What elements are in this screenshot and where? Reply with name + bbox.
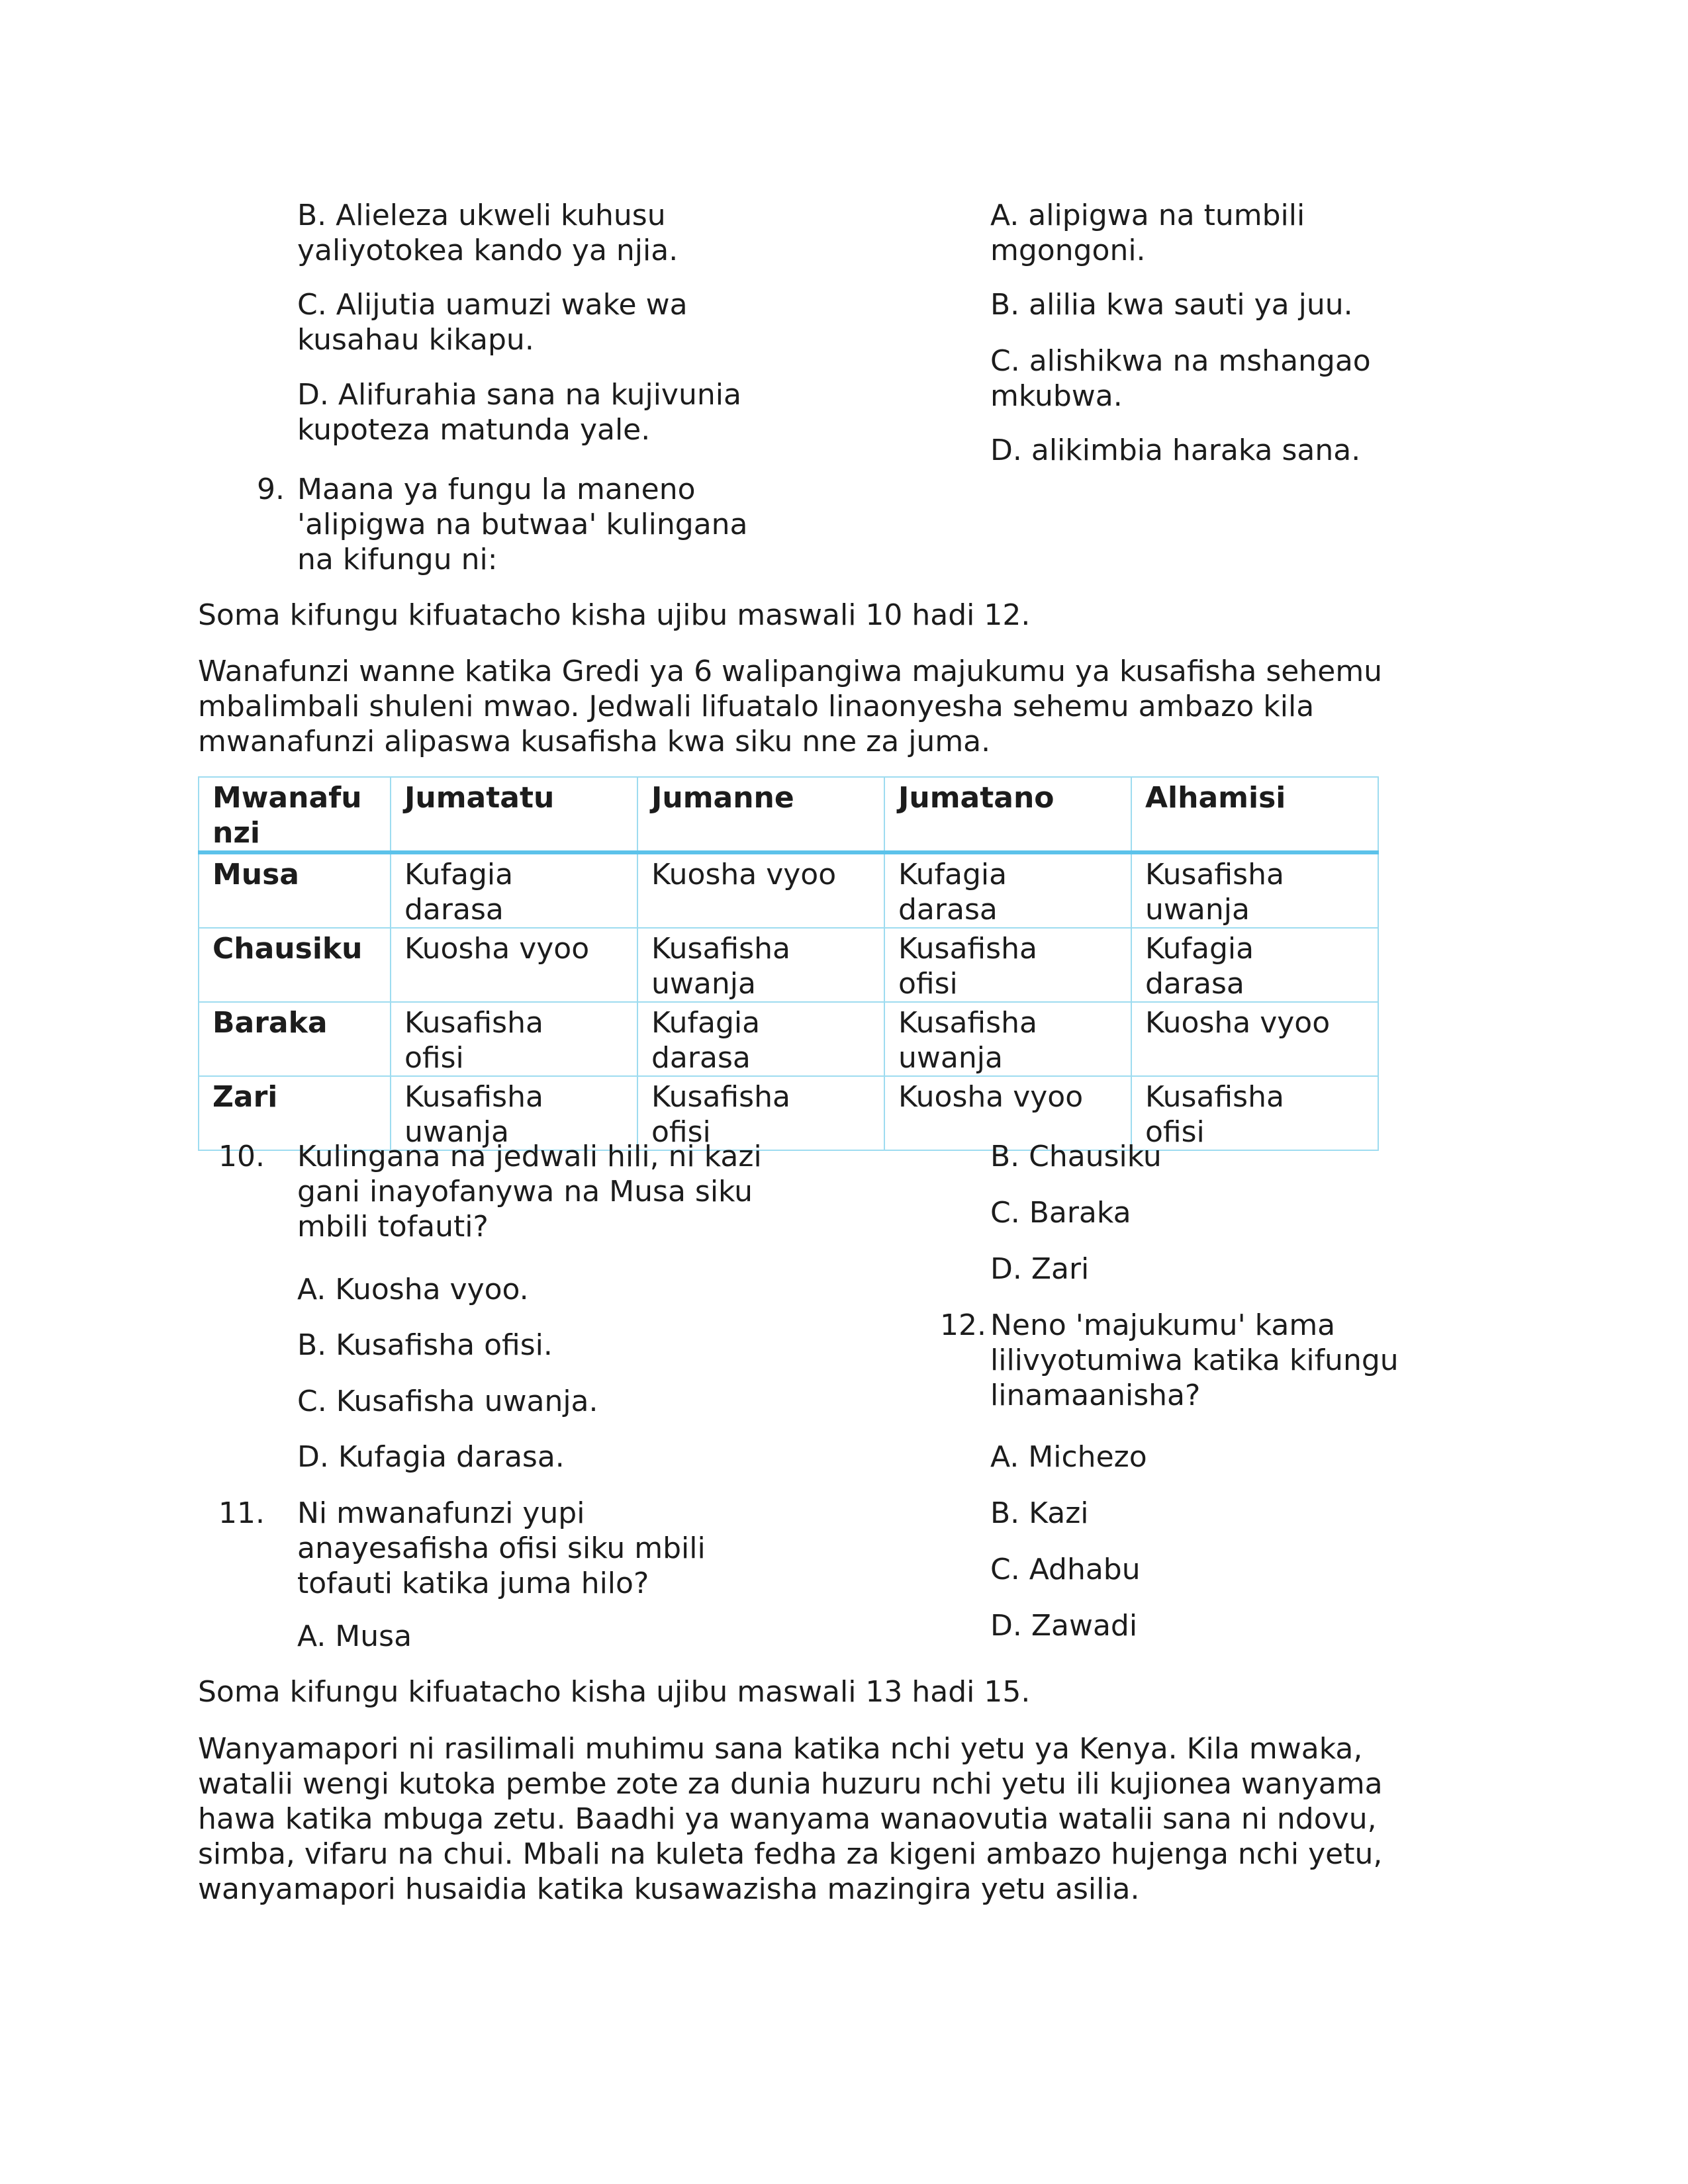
- passage-chores-line1: Wanafunzi wanne katika Gredi ya 6 walipangiwa majukumu ya kusafisha sehemu: [198, 655, 1383, 688]
- q12-text-line1: Neno 'majukumu' kama: [990, 1308, 1336, 1342]
- q8-option-c-line1: C. Alijutia uamuzi wake wa: [297, 288, 688, 322]
- q9-option-a-line1: A. alipigwa na tumbili: [990, 199, 1305, 232]
- table-cell: Kusafisha ofisi: [637, 1076, 884, 1150]
- q10-option-a: A. Kuosha vyoo.: [297, 1273, 529, 1306]
- q10-text: [297, 1139, 762, 1244]
- table-cell: Kuosha vyoo: [1131, 1002, 1378, 1076]
- header-tuesday: Jumanne: [637, 777, 884, 852]
- q8-option-d: [297, 377, 741, 447]
- table-cell: Kusafisha ofisi: [884, 928, 1131, 1002]
- q11-text: [297, 1496, 706, 1601]
- header-monday: Jumatatu: [391, 777, 637, 852]
- passage-chores-line2: mbalimbali shuleni mwao. Jedwali lifuatalo linaonyesha sehemu ambazo kila: [198, 690, 1315, 723]
- q10-option-d: D. Kufagia darasa.: [297, 1440, 565, 1474]
- q10-text-line3: mbili tofauti?: [297, 1210, 489, 1244]
- q11-option-d: D. Zari: [990, 1252, 1090, 1286]
- table-cell: Kusafisha ofisi: [391, 1002, 637, 1076]
- header-wednesday: Jumatano: [884, 777, 1131, 852]
- q8-option-c-line2: kusahau kikapu.: [297, 323, 534, 357]
- table-cell: Kusafisha uwanja: [884, 1002, 1131, 1076]
- q12-number: 12.: [940, 1308, 986, 1342]
- passage-wildlife: [198, 1731, 1469, 1907]
- q12-text: [990, 1308, 1399, 1413]
- table-row: [199, 1002, 1378, 1076]
- q8-option-b-line2: yaliyotokea kando ya njia.: [297, 234, 679, 267]
- q9-option-d: D. alikimbia haraka sana.: [990, 433, 1361, 467]
- student-name: Baraka: [199, 1002, 391, 1076]
- table-cell: Kusafisha uwanja: [391, 1076, 637, 1150]
- passage-chores: [198, 654, 1469, 759]
- q11-text-line1: Ni mwanafunzi yupi: [297, 1496, 585, 1530]
- q9-option-c: [990, 343, 1371, 414]
- q9-number: 9.: [257, 473, 285, 506]
- q10-text-line2: gani inayofanywa na Musa siku: [297, 1175, 753, 1208]
- q12-option-d: D. Zawadi: [990, 1609, 1138, 1643]
- passage-wildlife-line1: Wanyamapori ni rasilimali muhimu sana katika nchi yetu ya Kenya. Kila mwaka,: [198, 1732, 1363, 1766]
- q11-number: 11.: [218, 1496, 265, 1530]
- student-name: Chausiku: [199, 928, 391, 1002]
- chores-table: [198, 776, 1379, 1151]
- q9-option-c-line2: mkubwa.: [990, 379, 1123, 413]
- q9-option-c-line1: C. alishikwa na mshangao: [990, 344, 1371, 378]
- instruction-questions-10-12: Soma kifungu kifuatacho kisha ujibu maswali 10 hadi 12.: [198, 598, 1031, 632]
- table-cell: Kusafisha ofisi: [1131, 1076, 1378, 1150]
- q9-option-b: B. alilia kwa sauti ya juu.: [990, 288, 1353, 322]
- table-cell: Kuosha vyoo: [637, 852, 884, 928]
- q11-option-c: C. Baraka: [990, 1196, 1131, 1230]
- q12-text-line2: lilivyotumiwa katika kifungu: [990, 1343, 1399, 1377]
- passage-wildlife-line4: simba, vifaru na chui. Mbali na kuleta fedha za kigeni ambazo hujenga nchi yetu,: [198, 1837, 1383, 1871]
- table-cell: Kuosha vyoo: [884, 1076, 1131, 1150]
- table-row: [199, 928, 1378, 1002]
- q9-text-line2: 'alipigwa na butwaa' kulingana: [297, 508, 748, 541]
- table-cell: Kufagia darasa: [391, 852, 637, 928]
- table-header-row: [199, 777, 1378, 852]
- q10-option-b: B. Kusafisha ofisi.: [297, 1328, 553, 1362]
- q8-option-c: [297, 287, 688, 357]
- q8-option-b-line1: B. Alieleza ukweli kuhusu: [297, 199, 666, 232]
- q10-number: 10.: [218, 1140, 265, 1173]
- q12-option-a: A. Michezo: [990, 1440, 1147, 1474]
- passage-wildlife-line2: watalii wengi kutoka pembe zote za dunia huzuru nchi yetu ili kujionea wanyama: [198, 1767, 1383, 1801]
- q8-option-d-line1: D. Alifurahia sana na kujivunia: [297, 378, 741, 412]
- q11-option-a: A. Musa: [297, 1619, 412, 1653]
- table-cell: Kufagia darasa: [637, 1002, 884, 1076]
- student-name: Musa: [199, 852, 391, 928]
- table-cell: Kusafisha uwanja: [1131, 852, 1378, 928]
- q8-option-b: [297, 198, 678, 268]
- q9-option-a-line2: mgongoni.: [990, 234, 1146, 267]
- table-row: [199, 852, 1378, 928]
- q9-text-line3: na kifungu ni:: [297, 543, 498, 576]
- q11-text-line3: tofauti katika juma hilo?: [297, 1567, 649, 1600]
- table-cell: Kusafisha uwanja: [637, 928, 884, 1002]
- q12-text-line3: linamaanisha?: [990, 1379, 1201, 1412]
- table-cell: Kufagia darasa: [884, 852, 1131, 928]
- q10-text-line1: Kulingana na jedwali hili, ni kazi: [297, 1140, 762, 1173]
- q9-text-line1: Maana ya fungu la maneno: [297, 473, 696, 506]
- student-name: Zari: [199, 1076, 391, 1150]
- table-cell: Kuosha vyoo: [391, 928, 637, 1002]
- q12-option-b: B. Kazi: [990, 1496, 1089, 1530]
- table-cell: Kufagia darasa: [1131, 928, 1378, 1002]
- header-thursday: Alhamisi: [1131, 777, 1378, 852]
- q11-text-line2: anayesafisha ofisi siku mbili: [297, 1531, 706, 1565]
- q8-option-d-line2: kupoteza matunda yale.: [297, 413, 651, 447]
- instruction-questions-13-15: Soma kifungu kifuatacho kisha ujibu maswali 13 hadi 15.: [198, 1675, 1031, 1709]
- q9-option-a: [990, 198, 1305, 268]
- passage-wildlife-line5: wanyamapori husaidia katika kusawazisha mazingira yetu asilia.: [198, 1872, 1140, 1906]
- header-student: Mwanafu nzi: [199, 777, 391, 852]
- q10-option-c: C. Kusafisha uwanja.: [297, 1385, 598, 1418]
- q12-option-c: C. Adhabu: [990, 1553, 1141, 1586]
- q11-option-b: B. Chausiku: [990, 1140, 1162, 1173]
- passage-wildlife-line3: hawa katika mbuga zetu. Baadhi ya wanyama wanaovutia watalii sana ni ndovu,: [198, 1802, 1377, 1836]
- passage-chores-line3: mwanafunzi alipaswa kusafisha kwa siku nne za juma.: [198, 725, 991, 758]
- q9-text: [297, 472, 748, 577]
